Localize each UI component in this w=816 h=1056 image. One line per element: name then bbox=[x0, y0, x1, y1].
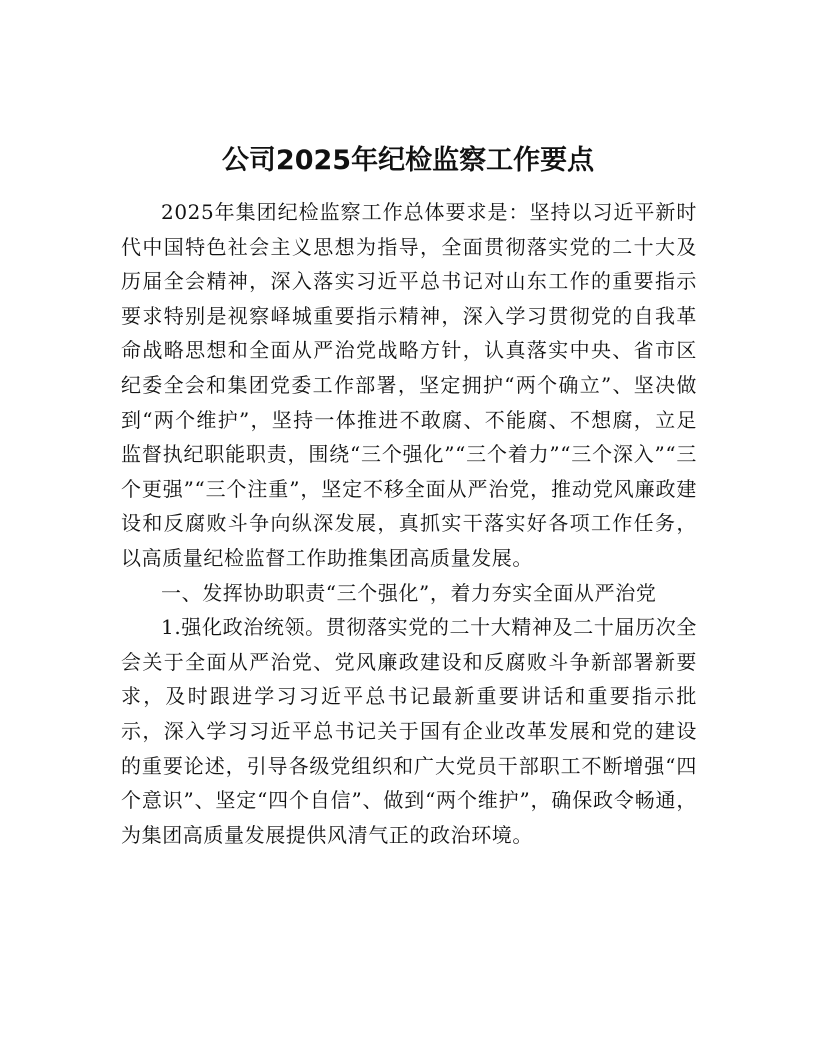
document-body bbox=[121, 195, 697, 852]
paragraph-general-requirements: 2025年集团纪检监察工作总体要求是：坚持以习近平新时代中国特色社会主义思想为指导，全面贯彻落实党的二十大及历届全会精神，深入落实习近平总书记对山东工作的重要指示要求特别是视察峄城重要指示精神，深入学习贯彻党的自我革命战略思想和全面从严治党战略方针，认真落实中央、省市区纪委全会和集团党委工作部署，坚定拥护“两个确立”、坚决做到“两个维护”，坚持一体推进不敢腐、不能腐、不想腐，立足监督执纪职能职责，围绕“三个强化”“三个着力”“三个深入”“三个更强”“三个注重”，坚定不移全面从严治党，推动党风廉政建设和反腐败斗争向纵深发展，真抓实干落实好各项工作任务，以高质量纪检监督工作助推集团高质量发展。 bbox=[121, 200, 697, 570]
section-heading-1: 一、发挥协助职责“三个强化”，着力夯实全面从严治党 bbox=[161, 580, 657, 605]
document-title: 公司2025年纪检监察工作要点 bbox=[221, 145, 595, 176]
paragraph-item-1: 1.强化政治统领。贯彻落实党的二十大精神及二十届历次全会关于全面从严治党、党风廉政建设和反腐败斗争新部署新要求，及时跟进学习习近平总书记最新重要讲话和重要指示批示，深入学习习近平总书记关于国有企业改革发展和党的建设的重要论述，引导各级党组织和广大党员干部职工不断增强“四个意识”、坚定“四个自信”、做到“两个维护”，确保政令畅通，为集团高质量发展提供风清气正的政治环境。 bbox=[121, 615, 697, 847]
